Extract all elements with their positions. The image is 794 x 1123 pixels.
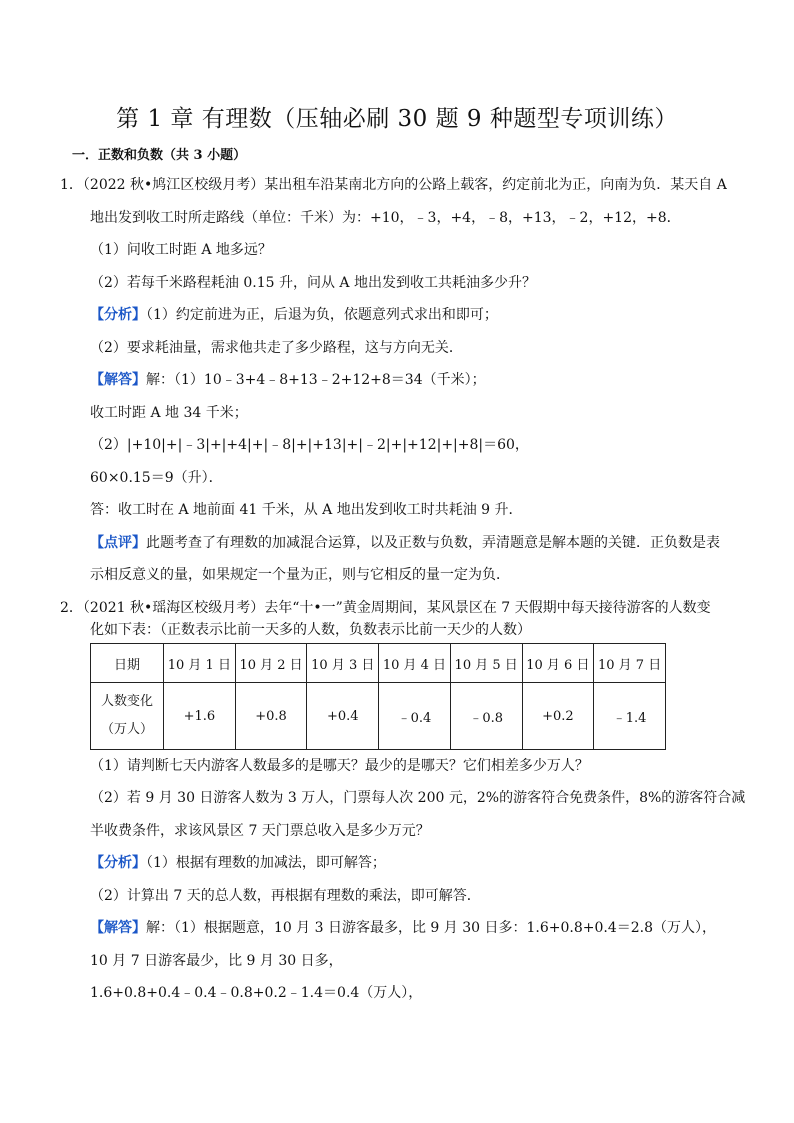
row-label-line2: （万人） (100, 722, 153, 737)
table-value-cell: +0.4 (307, 683, 379, 750)
answer-tag: 【解答】 (90, 920, 146, 936)
table-row-label (91, 683, 164, 750)
q2-analysis-text2: （2）计算出 7 天的总人数，再根据有理数的乘法，即可解答． (90, 888, 481, 904)
q1-stem-line1: 1．（2022 秋•鸠江区校级月考）某出租车沿某南北方向的公路上载客，约定前北为正，向南为负．某天自 A (60, 177, 727, 193)
q1-analysis (90, 305, 498, 325)
analysis-tag: 【分析】 (90, 307, 146, 323)
q1-comment-text1: 此题考查了有理数的加减混合运算，以及正数与负数，弄清题意是解本题的关键．正负数是表 (146, 535, 720, 551)
q2-answer (90, 918, 716, 938)
q1-answer-text4: 60×0.15＝9（升）． (90, 470, 223, 486)
table-value-cell: ﹣1.4 (594, 683, 666, 750)
q1-subquestion-1: （1）问收工时距 A 地多远？ (90, 242, 272, 258)
q1-stem-line2: 地出发到收工时所走路线（单位：千米）为：+10，﹣3，+4，﹣8，+13，﹣2，+12，+8． (90, 210, 681, 226)
section-heading: 一．正数和负数（共 3 小题） (72, 148, 247, 163)
q2-stem-line1: 2．（2021 秋•瑶海区校级月考）去年“十•一”黄金周期间，某风景区在 7 天假期中每天接待游客的人数变 (60, 600, 711, 616)
q1-answer-text1: 解：（1）10﹣3+4﹣8+13﹣2+12+8＝34（千米）； (146, 372, 486, 388)
q1-answer (90, 370, 486, 390)
visitor-change-table (90, 643, 666, 750)
q2-answer-text1: 解：（1）根据题意，10 月 3 日游客最多，比 9 月 30 日多：1.6+0.8+0.4＝2.8（万人）， (146, 920, 717, 936)
q1-comment-text2: 示相反意义的量，如果规定一个量为正，则与它相反的量一定为负． (90, 567, 510, 583)
q1-analysis-text2: （2）要求耗油量，需求他共走了多少路程，这与方向无关． (90, 340, 463, 356)
table-date-cell: 10 月 1 日 (164, 644, 236, 683)
comment-tag: 【点评】 (90, 535, 146, 551)
q2-answer-text3: 1.6+0.8+0.4﹣0.4﹣0.8+0.2﹣1.4＝0.4（万人）， (90, 985, 423, 1001)
q1-analysis-text1: （1）约定前进为正，后退为负，依题意列式求出和即可； (146, 307, 498, 323)
table-value-cell: +0.2 (522, 683, 594, 750)
q2-analysis (90, 853, 386, 873)
table-value-cell: ﹣0.8 (450, 683, 522, 750)
q1-subquestion-2: （2）若每千米路程耗油 0.15 升，问从 A 地出发到收工共耗油多少升？ (90, 275, 536, 291)
q2-subquestion-2b: 半收费条件，求该风景区 7 天门票总收入是多少万元？ (90, 823, 430, 839)
table-value-cell: +0.8 (235, 683, 307, 750)
q2-analysis-text1: （1）根据有理数的加减法，即可解答； (146, 855, 386, 871)
q1-answer-text5: 答：收工时在 A 地前面 41 千米，从 A 地出发到收工时共耗油 9 升． (90, 502, 523, 518)
table-date-cell: 10 月 5 日 (450, 644, 522, 683)
table-date-cell: 10 月 7 日 (594, 644, 666, 683)
table-value-row (91, 683, 666, 750)
q2-stem-line2: 化如下表：（正数表示比前一天多的人数，负数表示比前一天少的人数） (90, 622, 531, 638)
q2-subquestion-2a: （2）若 9 月 30 日游客人数为 3 万人，门票每人次 200 元，2%的游客符合免费条件，8%的游客符合减 (90, 790, 746, 806)
analysis-tag: 【分析】 (90, 855, 146, 871)
row-label-line1: 人数变化 (100, 694, 153, 709)
q1-comment (90, 533, 720, 553)
q2-answer-text2: 10 月 7 日游客最少，比 9 月 30 日多， (90, 953, 343, 969)
table-header-label: 日期 (91, 644, 164, 683)
table-header-row (91, 644, 666, 683)
q2-subquestion-1: （1）请判断七天内游客人数最多的是哪天？最少的是哪天？它们相差多少万人？ (90, 758, 589, 774)
row-label-text (101, 688, 153, 744)
table-date-cell: 10 月 3 日 (307, 644, 379, 683)
table-date-cell: 10 月 2 日 (235, 644, 307, 683)
q1-answer-text2: 收工时距 A 地 34 千米； (90, 405, 248, 421)
table-date-cell: 10 月 6 日 (522, 644, 594, 683)
q1-answer-text3: （2）|+10|+|﹣3|+|+4|+|﹣8|+|+13|+|﹣2|+|+12|+|+8|＝60， (90, 437, 529, 453)
answer-tag: 【解答】 (90, 372, 146, 388)
table-value-cell: +1.6 (164, 683, 236, 750)
page-title: 第 1 章 有理数（压轴必刷 30 题 9 种题型专项训练） (116, 106, 678, 132)
table-value-cell: ﹣0.4 (379, 683, 451, 750)
table-date-cell: 10 月 4 日 (379, 644, 451, 683)
